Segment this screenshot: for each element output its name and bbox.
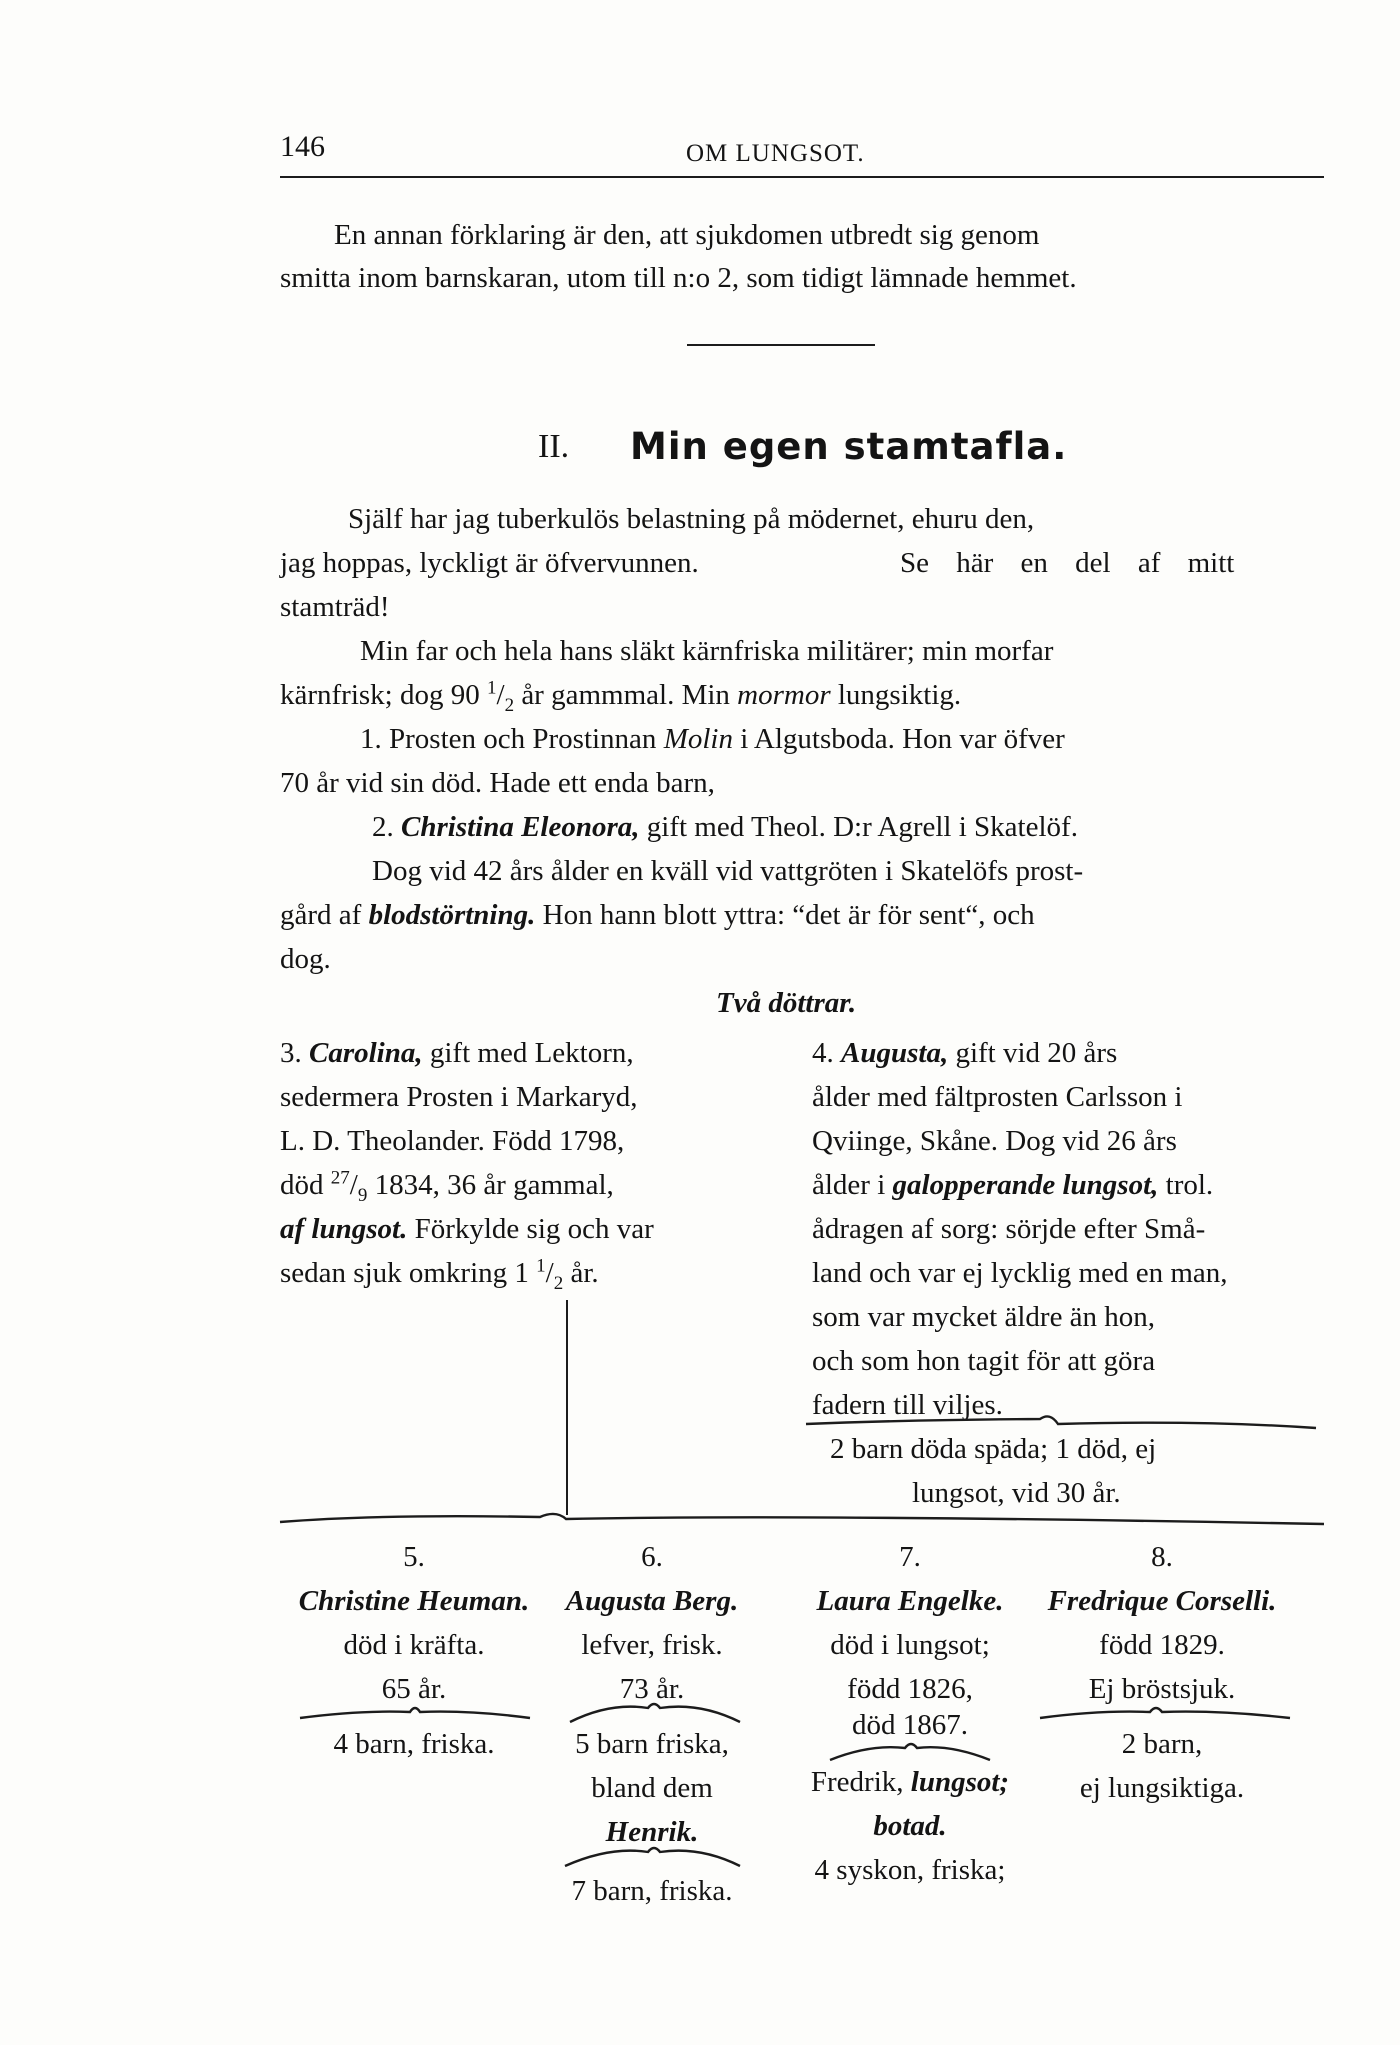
gen-7-name: Laura Engelke. bbox=[816, 1585, 1004, 1617]
rc-num: 4. bbox=[812, 1037, 841, 1069]
body-p4-line-4: dog. bbox=[280, 943, 331, 975]
page-number: 146 bbox=[280, 130, 325, 163]
lc-sedan: sedan sjuk omkring 1 bbox=[280, 1257, 537, 1289]
p3-text-a: 1. Prosten och Prostinnan bbox=[360, 723, 664, 755]
gen-7-status: död i lungsot; bbox=[830, 1629, 990, 1661]
left-col-line-2: sedermera Prosten i Markaryd, bbox=[280, 1081, 638, 1113]
intro-line-2: smitta inom barnskaran, utom till n:o 2, som tidigt lämnade hemmet. bbox=[280, 262, 1077, 294]
right-col-line-9: fadern till viljes. bbox=[812, 1389, 1003, 1421]
rc-text: gift vid 20 års bbox=[948, 1037, 1118, 1069]
gen-5-age: 65 år. bbox=[381, 1673, 447, 1705]
right-col-line-8: och som hon tagit för att göra bbox=[812, 1345, 1156, 1377]
gen-6-name: Augusta Berg. bbox=[565, 1585, 739, 1617]
gen-7-number: 7. bbox=[899, 1541, 921, 1573]
gen-6-offspring-3: Henrik. bbox=[605, 1816, 699, 1848]
p4-blodstortning: blodstörtning. bbox=[368, 899, 536, 931]
lc-num: 3. bbox=[280, 1037, 309, 1069]
body-p2-line-2: kärnfrisk; dog 90 $^1/_2$ år gammmal. Min mormor lungsiktig. bbox=[280, 677, 962, 716]
lc-text: gift med Lektorn, bbox=[422, 1037, 634, 1069]
gen-5-offspring: 4 barn, friska. bbox=[333, 1728, 495, 1760]
lc-frac-den: 2 bbox=[553, 1272, 564, 1294]
gen-7-child-lungsot: lungsot; bbox=[910, 1766, 1010, 1798]
lc-carolina: Carolina, bbox=[309, 1037, 423, 1069]
gen-8-number: 8. bbox=[1151, 1541, 1173, 1573]
brace-gen-6-grand bbox=[565, 1848, 740, 1866]
gen-5-number: 5. bbox=[403, 1541, 425, 1573]
gen-6-number: 6. bbox=[641, 1541, 663, 1573]
p4-text-d: Hon hann blott yttra: “det är för sent“, och bbox=[535, 899, 1035, 931]
no4-children-line-2: lungsot, vid 30 år. bbox=[912, 1477, 1121, 1509]
gen-7-child-name: Fredrik, bbox=[810, 1766, 904, 1798]
brace-gen-5 bbox=[300, 1708, 530, 1718]
lc-dod: död bbox=[280, 1169, 331, 1201]
gen-7-child-note: botad. bbox=[873, 1810, 947, 1842]
gen-7-died: död 1867. bbox=[852, 1709, 968, 1741]
gen-7-born: född 1826, bbox=[847, 1673, 973, 1705]
brace-gen-8 bbox=[1040, 1708, 1290, 1718]
p4-text-a: 2. bbox=[372, 811, 401, 843]
brace-gen-7 bbox=[830, 1744, 990, 1760]
p3-molin: Molin bbox=[663, 723, 733, 755]
rc-alder: ålder i bbox=[812, 1169, 893, 1201]
p2-text-b: år gammmal. Min bbox=[514, 679, 738, 711]
intro-line-1: En annan förklaring är den, att sjukdomen utbredt sig genom bbox=[334, 219, 1040, 251]
p2-mormor: mormor bbox=[737, 679, 831, 711]
right-col-line-3: Qviinge, Skåne. Dog vid 26 års bbox=[812, 1125, 1177, 1157]
gen-8-born: född 1829. bbox=[1099, 1629, 1225, 1661]
lc-year: 1834, 36 år gammal, bbox=[367, 1169, 614, 1201]
right-col-line-6: land och var ej lycklig med en man, bbox=[812, 1257, 1228, 1289]
rc-augusta: Augusta, bbox=[841, 1037, 949, 1069]
body-p1-line-3: stamträd! bbox=[280, 591, 390, 623]
body-p1-line-2b: Se här en del af mitt bbox=[900, 547, 1235, 579]
lc-frac-num: 1 bbox=[536, 1255, 546, 1277]
gen-8-status: Ej bröstsjuk. bbox=[1088, 1673, 1236, 1705]
section-numeral: II. bbox=[538, 428, 570, 465]
gen-6-offspring: 5 barn friska, bbox=[575, 1728, 729, 1760]
lc-month: 9 bbox=[357, 1184, 368, 1206]
p2-frac-num: 1 bbox=[487, 677, 497, 699]
brace-gen-6 bbox=[570, 1704, 740, 1722]
lc-af-lungsot: af lungsot. bbox=[280, 1213, 408, 1245]
gen-6-status: lefver, frisk. bbox=[581, 1629, 723, 1661]
gen-8-offspring: 2 barn, bbox=[1121, 1728, 1203, 1760]
lc-day: 27 bbox=[330, 1167, 350, 1189]
rc-galopperande: galopperande lungsot, bbox=[892, 1169, 1159, 1201]
gen-8-offspring-2: ej lungsiktiga. bbox=[1079, 1772, 1245, 1804]
running-title: OM LUNGSOT. bbox=[686, 140, 865, 167]
p4-christina: Christina Eleonora, bbox=[401, 811, 640, 843]
p3-text-b: i Algutsboda. Hon var öfver bbox=[732, 723, 1065, 755]
gen-6-offspring-2: bland dem bbox=[591, 1772, 713, 1804]
p4-text-c: gård af bbox=[280, 899, 369, 931]
p2-frac-den: 2 bbox=[504, 694, 515, 716]
body-p1-line-2a: jag hoppas, lyckligt är öfvervunnen. bbox=[280, 547, 699, 579]
body-p3-line-2: 70 år vid sin död. Hade ett enda barn, bbox=[280, 767, 715, 799]
body-p4-line-2: Dog vid 42 års ålder en kväll vid vattgröten i Skatelöfs prost- bbox=[372, 855, 1084, 887]
rc-trol: trol. bbox=[1158, 1169, 1214, 1201]
body-p1-line-1-text: Själf har jag tuberkulös belastning på mödernet, ehuru den, bbox=[348, 503, 1035, 535]
p2-text-a: kärnfrisk; dog 90 bbox=[280, 679, 480, 711]
two-daughters-heading: Två döttrar. bbox=[716, 987, 857, 1019]
gen-7-siblings: 4 syskon, friska; bbox=[814, 1854, 1006, 1886]
gen-5-status: död i kräfta. bbox=[343, 1629, 485, 1661]
gen-6-grand: 7 barn, friska. bbox=[571, 1875, 733, 1907]
gen-6-age: 73 år. bbox=[619, 1673, 685, 1705]
gen-5-name: Christine Heuman. bbox=[298, 1585, 530, 1617]
right-col-line-5: ådragen af sorg: sörjde efter Små- bbox=[812, 1213, 1206, 1245]
right-col-line-7: som var mycket äldre än hon, bbox=[812, 1301, 1156, 1333]
left-col-line-4: död $^{27}/_9$ 1834, 36 år gammal, bbox=[280, 1167, 614, 1206]
p2-text-c: lungsiktig. bbox=[830, 679, 962, 711]
right-col-line-2: ålder med fältprosten Carlsson i bbox=[812, 1081, 1183, 1113]
left-col-line-6: sedan sjuk omkring 1 $^1/_2$ år. bbox=[280, 1255, 599, 1294]
no4-children-line-1: 2 barn döda späda; 1 död, ej bbox=[830, 1433, 1157, 1465]
section-title: Min egen stamtafla. bbox=[630, 425, 1068, 468]
lc-ar: år. bbox=[563, 1257, 599, 1289]
lc-forkylde: Förkylde sig och var bbox=[407, 1213, 654, 1245]
body-p2-line-1: Min far och hela hans släkt kärnfriska militärer; min morfar bbox=[360, 635, 1054, 667]
left-col-line-3: L. D. Theolander. Född 1798, bbox=[280, 1125, 625, 1157]
gen-8-name: Fredrique Corselli. bbox=[1047, 1585, 1277, 1617]
p4-text-b: gift med Theol. D:r Agrell i Skatelöf. bbox=[639, 811, 1078, 843]
